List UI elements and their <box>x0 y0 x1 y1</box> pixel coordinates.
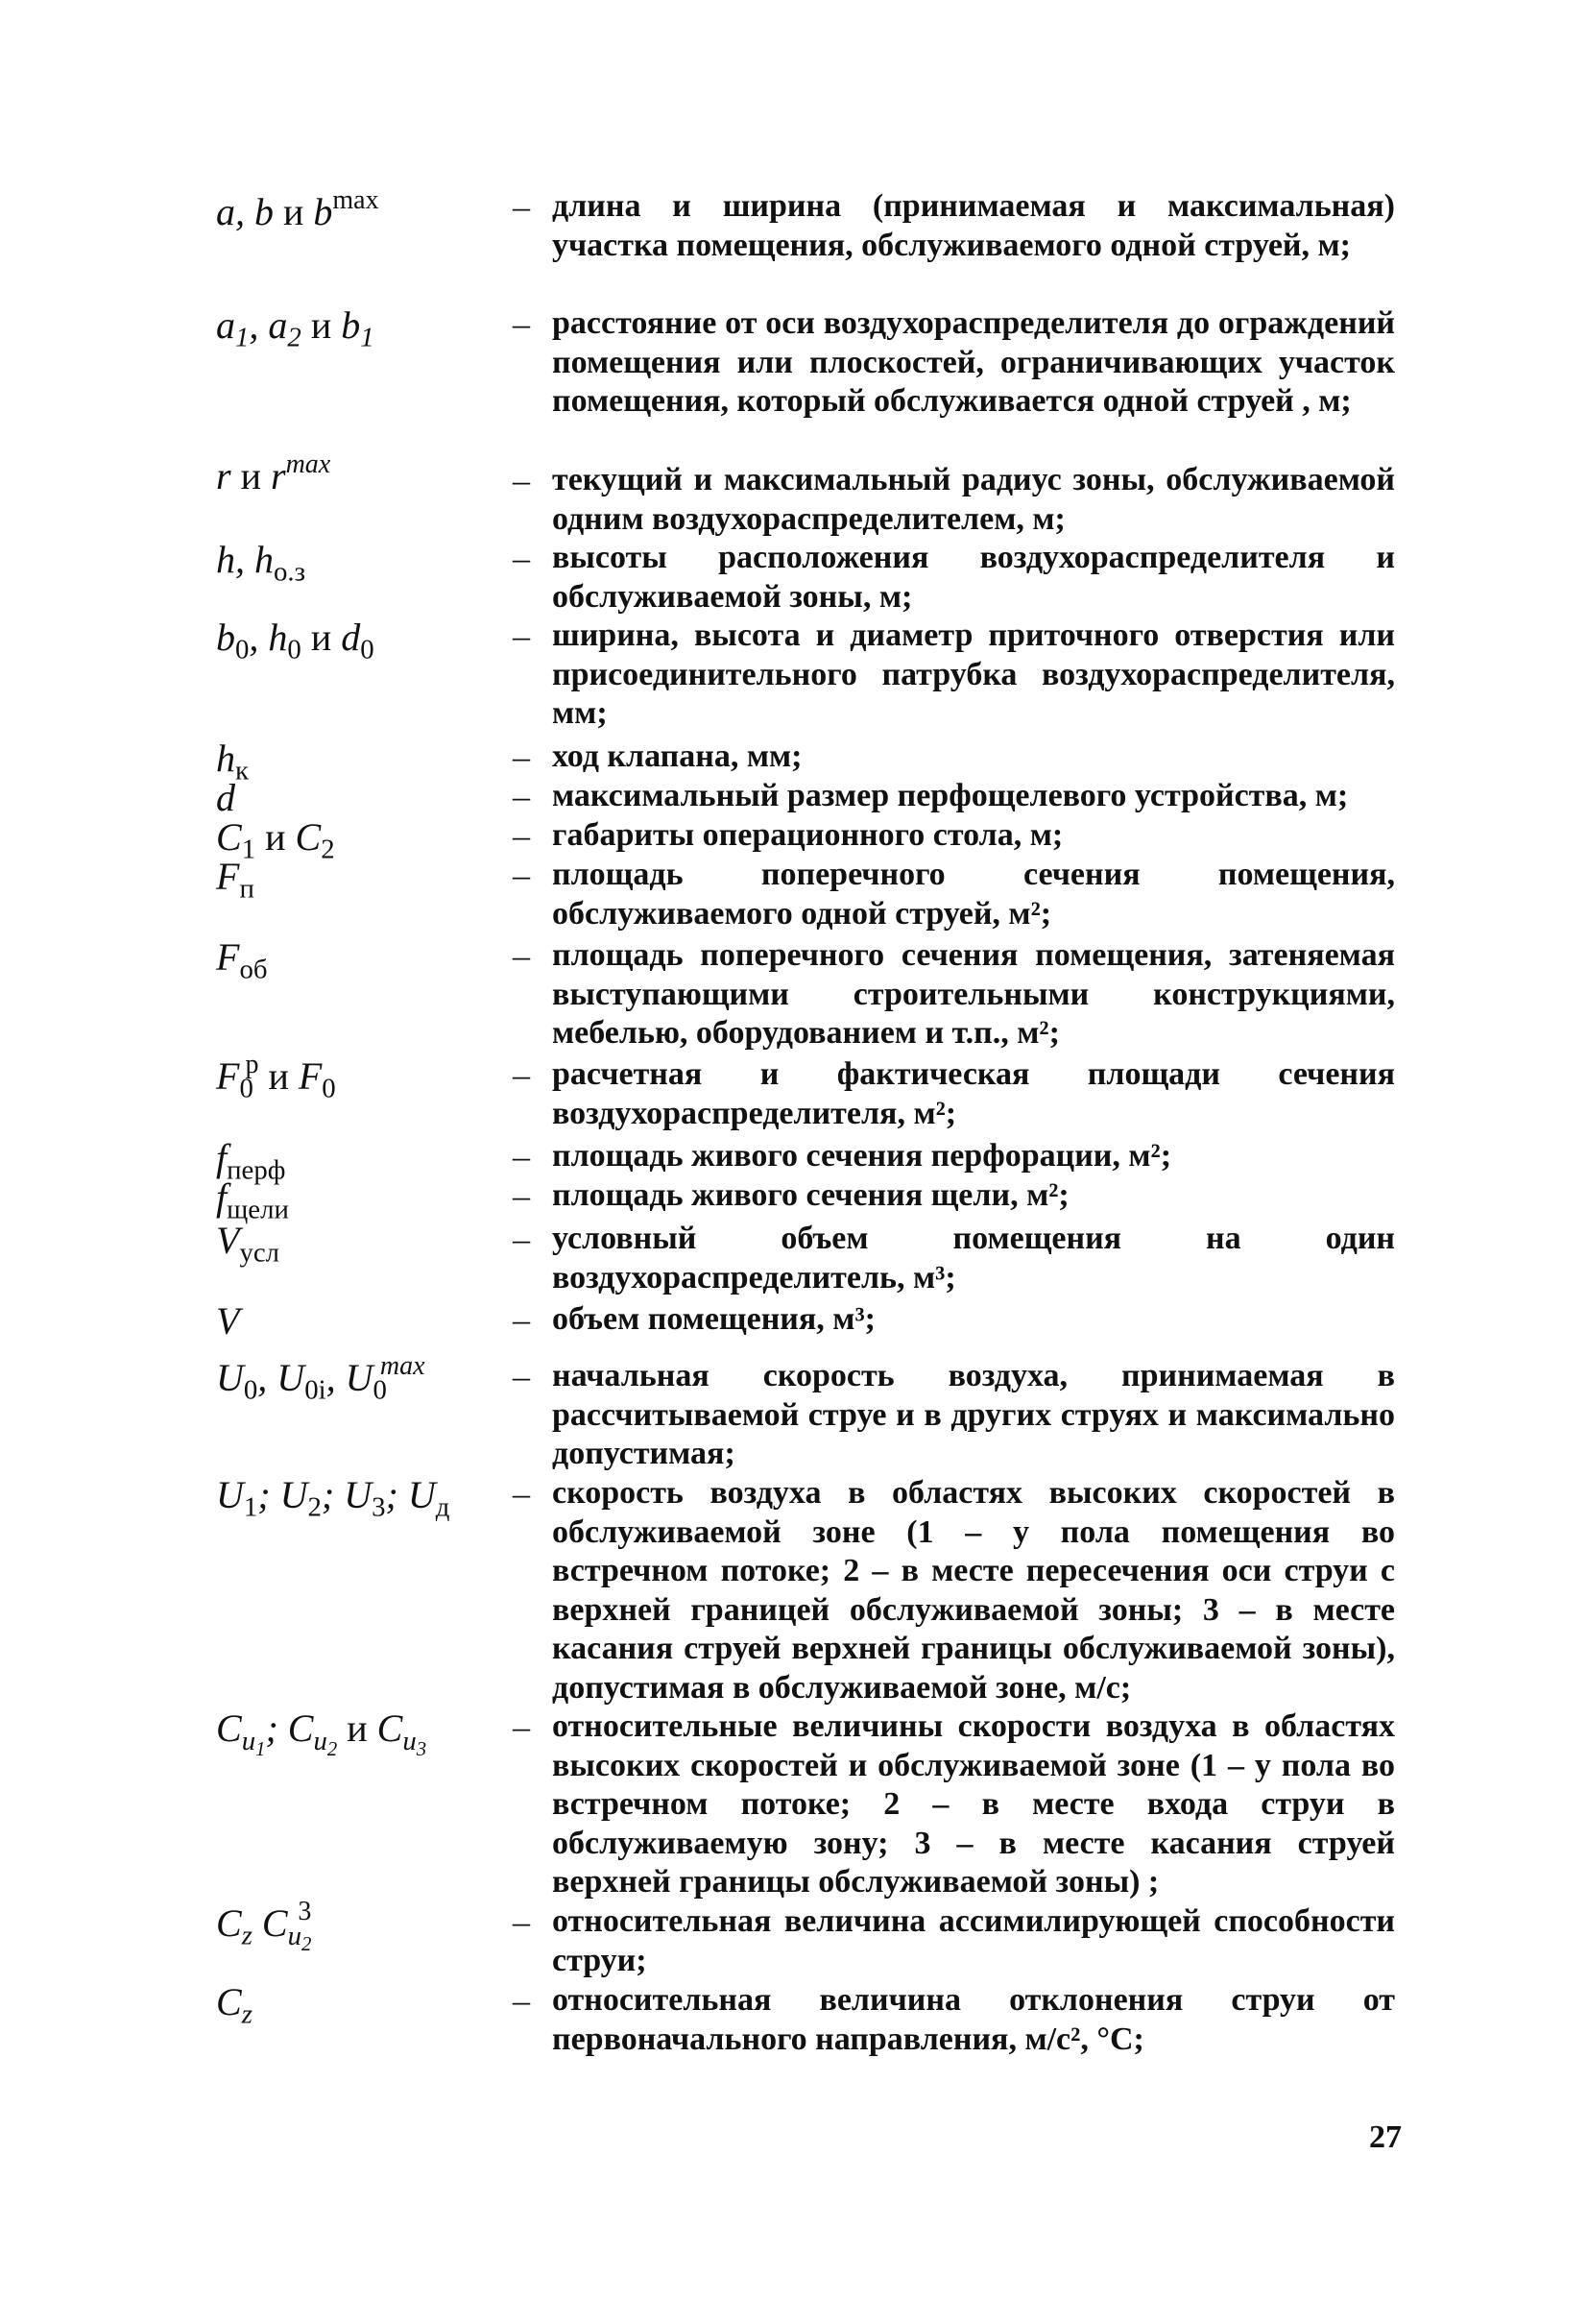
definition: высоты расположения воздухораспределителя и обслуживаемой зоны, м; <box>552 540 1395 615</box>
symbol-r-rmax: r и $r^{max}$ <box>216 449 331 497</box>
definition: скорость воздуха в областях высоких скоростей в обслуживаемой зоне (1 – у пола помещения во встречном потоке; 2 – в месте пересечения оси струи с верхней границей обслуживаемой зоны; 3 – в месте касания струей верхней границы обслуживаемой зоны), допустимая в обслуживаемой зоне, м/с; <box>552 1475 1395 1706</box>
definition: площадь поперечного сечения помещения, затеняемая выступающими строительными конструкциями, мебелью, оборудованием и т.п., м²; <box>552 937 1395 1051</box>
definition: относительные величины скорости воздуха в областях высоких скоростей и обслуживаемой зоне (1 – у пола во встречном потоке; 2 – в месте входа струи в обслуживаемую зону; 3 – в месте касания струей верхней границы обслуживаемой зоны) ; <box>552 1708 1395 1900</box>
definition: начальная скорость воздуха, принимаемая в рассчитываемой струе и в других струях и максимально допустимая; <box>552 1358 1395 1471</box>
dash: – <box>513 1300 530 1339</box>
definition: текущий и максимальный радиус зоны, обслуживаемой одним воздухораспределителем, м; <box>552 462 1395 537</box>
dash: – <box>513 936 530 975</box>
dash: – <box>513 856 530 894</box>
definition: длина и ширина (принимаемая и максимальная) участка помещения, обслуживаемого одной струей, м; <box>552 188 1395 263</box>
symbol-cu1-cu2-cu3: $C_{u_1}$; $C_{u_2}$ и $C_{u_3}$ <box>216 1707 427 1760</box>
definition: площадь поперечного сечения помещения, обслуживаемого одной струей, м²; <box>552 857 1395 932</box>
symbol-u0-u0i-u0max: $U_0$, $U_{0i}$, $U_0^{max}$ <box>216 1351 425 1406</box>
symbol-h-hoz: h, $h_{о.з}$ <box>216 538 305 588</box>
definition: условный объем помещения на один воздухораспределитель, м³; <box>552 1221 1395 1295</box>
symbol-d: d <box>216 776 235 819</box>
dash: – <box>513 187 530 226</box>
definition: объем помещения, м³; <box>552 1301 876 1337</box>
page-number: 27 <box>1369 2119 1402 2155</box>
definition: относительная величина отклонения струи от первоначального направления, м/с², °С; <box>552 1982 1395 2057</box>
symbol-a-b-bmax: a, b и $b^{max}$ <box>216 185 379 233</box>
symbol-vusl: $V_{усл}$ <box>216 1219 279 1269</box>
symbol-u1-u2-u3-ud: $U_1$; $U_2$; $U_3$; $U_д$ <box>216 1473 450 1523</box>
definition: площадь живого сечения перфорации, м²; <box>552 1138 1172 1174</box>
symbol-b0-h0-d0: $b_0$, $h_0$ и $d_0$ <box>216 616 374 666</box>
dash: – <box>513 777 530 815</box>
definition: ширина, высота и диаметр приточного отверстия или присоединительного патрубка воздухораспределителя, мм; <box>552 617 1395 731</box>
symbol-cz: $C_z$ <box>216 1980 252 2030</box>
symbol-fperf: $f_{перф}$ <box>216 1136 286 1186</box>
definition: площадь живого сечения щели, м²; <box>552 1177 1070 1213</box>
dash: – <box>513 1176 530 1215</box>
dash: – <box>513 738 530 776</box>
symbol-fob: $F_{об}$ <box>216 935 268 985</box>
definition: расчетная и фактическая площади сечения воздухораспределителя, м²; <box>552 1056 1395 1131</box>
dash: – <box>513 304 530 343</box>
dash: – <box>513 461 530 499</box>
definition: расстояние от оси воздухораспределителя до ограждений помещения или плоскостей, ограничивающих участок помещения, который обслуживается одной струей , м; <box>552 305 1395 419</box>
dash: – <box>513 816 530 855</box>
dash: – <box>513 1902 530 1941</box>
symbol-f0p-f0: $F_0^р$ и $F_0$ <box>216 1050 336 1104</box>
definition: габариты операционного стола, м; <box>552 817 1064 853</box>
symbol-a1-a2-b1: $a_1$, $a_2$ и $b_1$ <box>216 303 374 353</box>
dash: – <box>513 539 530 577</box>
symbol-fscheli: $f_{щели}$ <box>216 1175 289 1225</box>
dash: – <box>513 1474 530 1513</box>
symbol-v: V <box>216 1299 240 1343</box>
dash: – <box>513 617 530 655</box>
symbol-c1-c2: $C_1$ и $C_2$ <box>216 815 335 865</box>
symbol-hk: $h_к$ <box>216 737 249 787</box>
dash: – <box>513 1357 530 1395</box>
dash: – <box>513 1220 530 1258</box>
dash: – <box>513 1981 530 2020</box>
symbol-cz-cu2-cubed: $C_z$ $C_{u_2}^3$ <box>216 1897 312 1955</box>
dash: – <box>513 1137 530 1175</box>
definition: относительная величина ассимилирующей способности струи; <box>552 1903 1395 1978</box>
definition: максимальный размер перфощелевого устройства, м; <box>552 778 1349 813</box>
dash: – <box>513 1707 530 1746</box>
dash: – <box>513 1055 530 1094</box>
definition: ход клапана, мм; <box>552 738 803 774</box>
symbol-fp: $F_п$ <box>216 855 254 905</box>
